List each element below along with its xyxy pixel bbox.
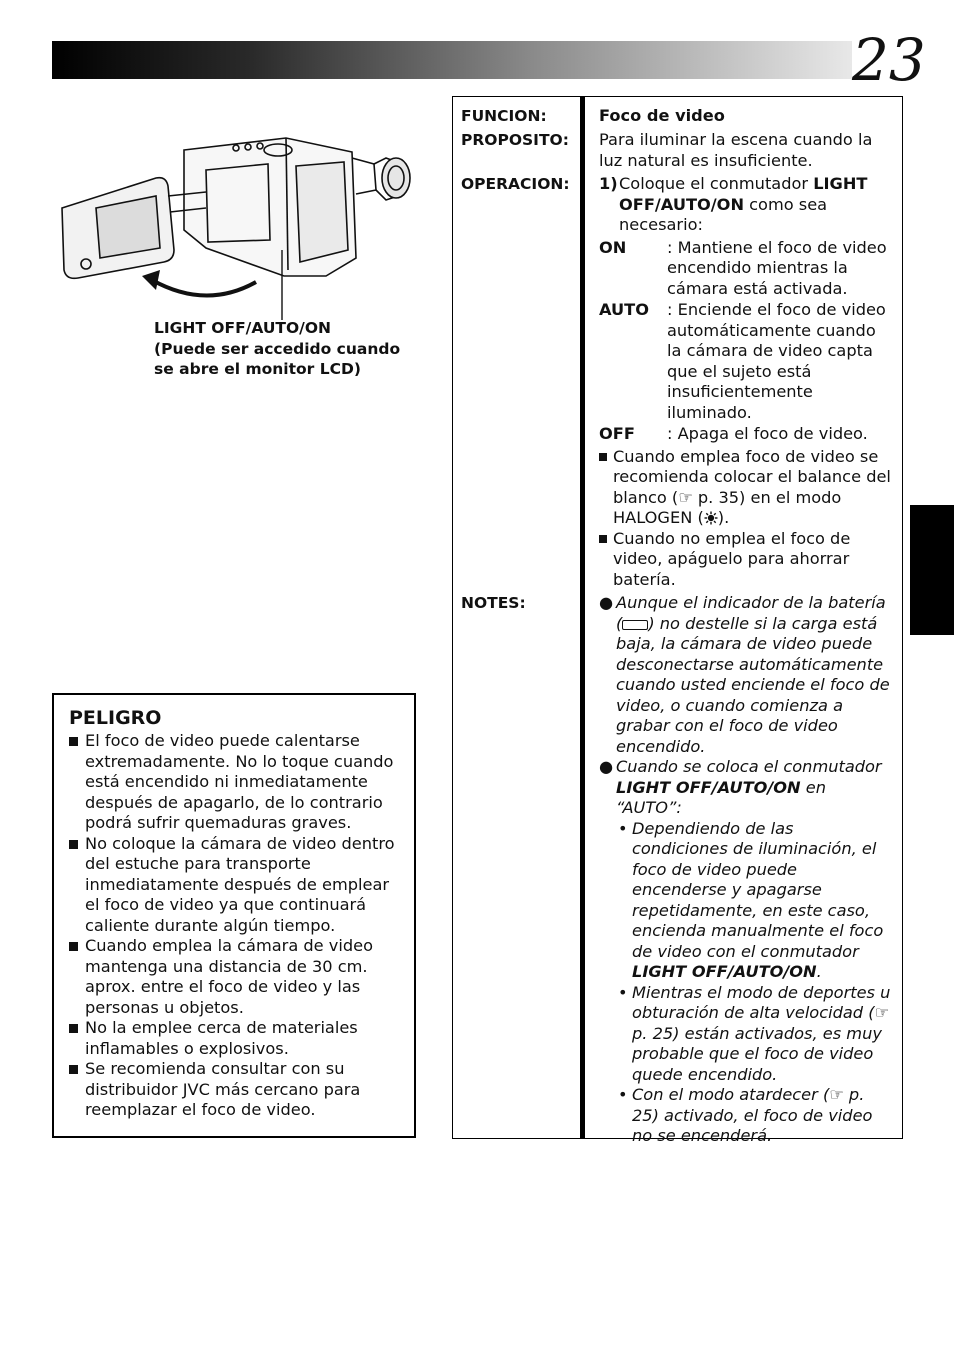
notes-block (599, 593, 893, 1147)
section-tab-marker (910, 505, 954, 635)
proposito-value: Para iluminar la escena cuando la luz natural es insuficiente. (599, 130, 873, 170)
step-1: 1) Coloque el conmutador LIGHT OFF/AUTO/ON como sea necesario: (599, 174, 868, 234)
square-bullet-icon (69, 942, 78, 951)
square-bullet-icon (599, 453, 607, 461)
square-bullet-icon (69, 1024, 78, 1033)
funcion-value: Foco de video (599, 106, 725, 125)
mode-auto (599, 300, 894, 423)
square-bullet-icon (69, 840, 78, 849)
mode-off (599, 424, 894, 445)
callout-line-1: LIGHT OFF/AUTO/ON (154, 319, 331, 337)
square-bullet-icon (69, 737, 78, 746)
function-table (452, 96, 903, 1145)
small-bullet-icon: • (618, 982, 628, 1002)
table-divider (580, 97, 585, 1138)
dot-bullet-icon: ● (599, 593, 614, 612)
danger-item: El foco de video puede calentarse extremadamente. No lo toque cuando está encendido ni inmediatamente después de apagarlo, de lo contrario podrá sufrir quemaduras graves. (69, 731, 400, 834)
camcorder-illustration (56, 130, 416, 320)
danger-item: Cuando emplea la cámara de video mantenga una distancia de 30 cm. aprox. entre el foco de video y las personas u objetos. (69, 936, 400, 1018)
header-gradient-bar (52, 41, 852, 79)
label-operacion: OPERACION: (461, 175, 570, 193)
danger-list (69, 731, 400, 1121)
label-funcion: FUNCION: (461, 107, 547, 125)
mode-key: AUTO (599, 300, 649, 319)
danger-item: No coloque la cámara de video dentro del estuche para transporte inmediatamente después de emplear el foco de video ya que continuará caliente durante algún tiempo. (69, 834, 400, 937)
sub-note-3: • Con el modo atardecer (☞ p. 25) activado, el foco de video no se encenderá. (618, 1085, 873, 1145)
callout-line-2: (Puede ser accedido cuando (154, 339, 401, 358)
page-number: 23 (852, 26, 926, 94)
page-ref: ☞ p. 35 (678, 487, 740, 507)
callout-line-3: se abre el monitor LCD) (154, 360, 361, 378)
light-switch-callout (154, 318, 400, 380)
label-proposito: PROPOSITO: (461, 131, 569, 149)
mode-desc: : Enciende el foco de video automáticamente cuando la cámara de video capta que el sujeto está insuficientemente iluminado. (667, 300, 886, 422)
operacion-note-2: Cuando no emplea el foco de video, apáguelo para ahorrar batería. (599, 529, 894, 591)
square-bullet-icon (599, 535, 607, 543)
sub-note-2: • Mientras el modo de deportes u obturación de alta velocidad (☞ p. 25) están activados, es muy probable que el foco de video quede encendido. (618, 982, 891, 1084)
sub-note-1: • Dependiendo de las condiciones de iluminación, el foco de video puede encenderse y apagarse repetidamente, en este caso, encienda manualmente el foco de video con el conmutador LIGHT OFF/AUTO/ON. (618, 818, 884, 981)
mode-desc: : Mantiene el foco de video encendido mientras la cámara está activada. (667, 237, 887, 298)
note-2: ● Cuando se coloca el conmutador LIGHT OFF/AUTO/ON en “AUTO”: (599, 757, 882, 817)
small-bullet-icon: • (618, 1085, 628, 1104)
small-bullet-icon: • (618, 818, 628, 838)
battery-icon (622, 620, 648, 630)
halogen-icon (704, 510, 718, 524)
square-bullet-icon (69, 1065, 78, 1074)
note-1: ● Aunque el indicador de la batería ( ) no destelle si la carga está baja, la cámara de video puede desconectarse automáticamente cuando usted enciende el foco de video, o cuando comienza a grabar con el foco de video encendido. (599, 593, 890, 756)
operacion-block (599, 174, 894, 590)
mode-key: OFF (599, 424, 635, 443)
mode-on (599, 238, 894, 300)
danger-item: Se recomienda consultar con su distribuidor JVC más cercano para reemplazar el foco de video. (69, 1059, 400, 1121)
danger-title: PELIGRO (69, 707, 162, 729)
step-number: 1) (599, 174, 618, 193)
danger-box (52, 693, 416, 1138)
label-notes: NOTES: (461, 594, 526, 612)
mode-key: ON (599, 237, 627, 257)
dot-bullet-icon: ● (599, 757, 614, 776)
danger-item: No la emplee cerca de materiales inflamables o explosivos. (69, 1018, 400, 1059)
operacion-note-1: Cuando emplea foco de video se recomienda colocar el balance del blanco (☞ p. 35) en el modo HALOGEN ( ). (599, 447, 894, 529)
mode-desc: : Apaga el foco de video. (667, 424, 868, 443)
